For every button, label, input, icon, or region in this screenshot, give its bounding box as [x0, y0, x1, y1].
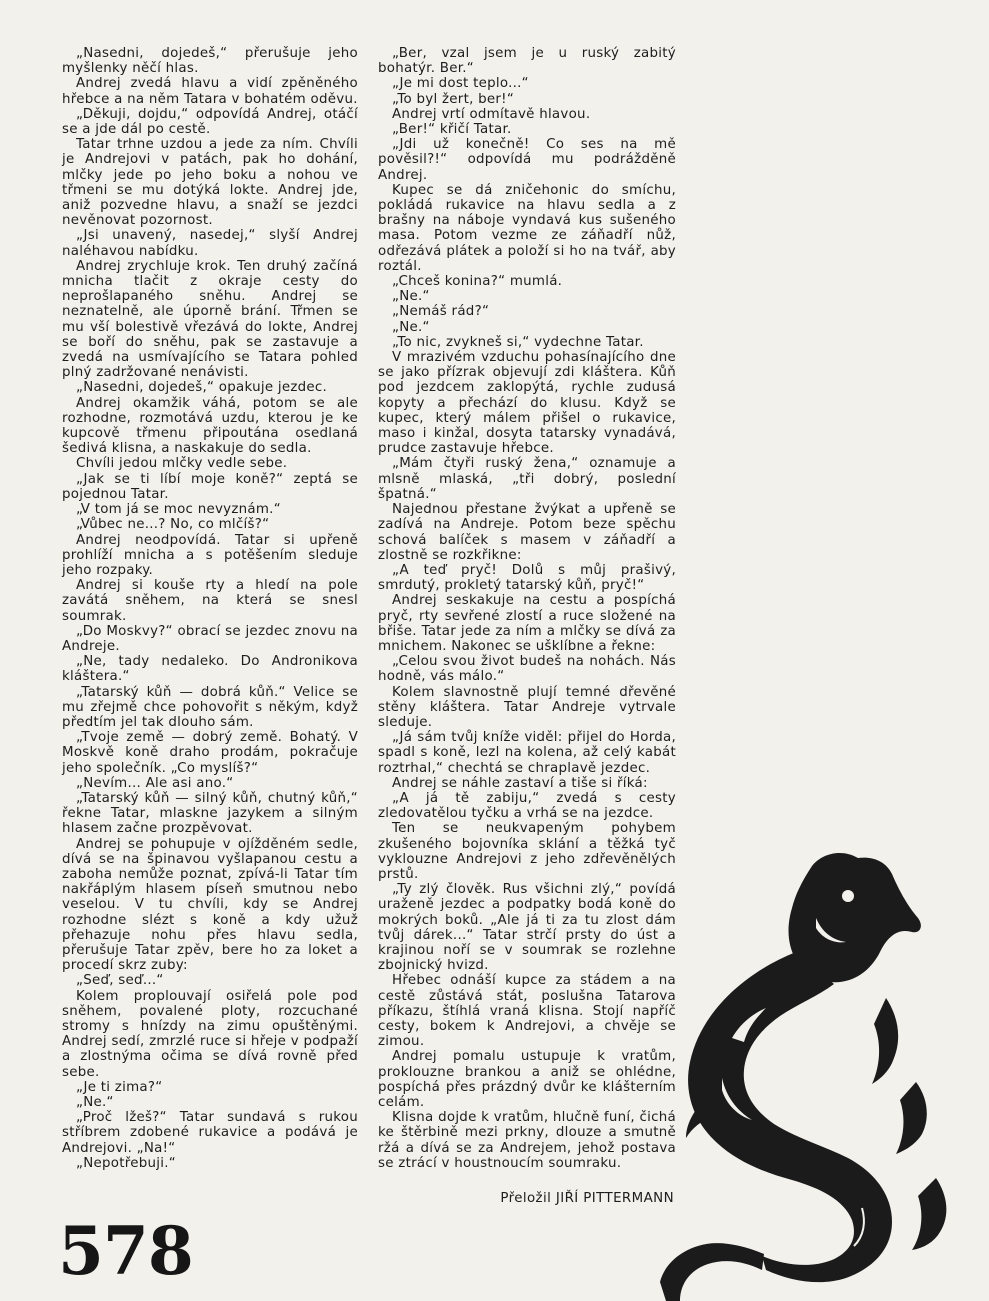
paragraph: „Seď, seď...“ — [76, 973, 164, 989]
paragraph: Andrej seskakuje na cestu a pospíchá pryč, rty sevřené zlostí a ruce složené na břiše. Tatar jede za ním a mlčky se dívá za mnichem. Nakonec se ušklíbne a řekne: — [378, 593, 676, 654]
paragraph: „Celou svou život budeš na nohách. Nás hodně, vás málo.“ — [378, 654, 676, 685]
paragraph: „Ty zlý člověk. Rus všichni zlý,“ povídá uraženě jezdec a podpatky bodá koně do mokrých boků. „Ale já ti za tu zlost dám tvůj dárek...“ Tatar strčí prsty do úst a krajinou noří se v soumrak se rozlehne zbojnický hvizd. — [378, 882, 676, 974]
paragraph: Andrej zvedá hlavu a vidí zpěněného hřebce a na něm Tatara v bohatém oděvu. — [62, 76, 358, 107]
paragraph: „Děkuji, dojdu,“ odpovídá Andrej, otáčí se a jde dál po cestě. — [62, 106, 358, 138]
paragraph: „Ne, tady nedaleko. Do Andronikova kláštera.“ — [62, 654, 358, 685]
paragraph: „Tatarský kůň — silný kůň, chutný kůň,“ řekne Tatar, mlaskne jazykem a silným hlasem začne prozpěvovat. — [62, 790, 358, 837]
paragraph: „A já tě zabiju,“ zvedá s cesty zledovatělou tyčku a vrhá se na jezdce. — [378, 790, 676, 822]
text-column-right — [378, 46, 676, 1171]
paragraph: „Nepotřebuji.“ — [76, 1155, 176, 1171]
paragraph: „Chceš konina?“ mumlá. — [392, 274, 563, 290]
paragraph: „Vůbec ne...? No, co mlčíš?“ — [76, 517, 270, 533]
paragraph: Tatar trhne uzdou a jede za ním. Chvíli je Andrejovi v patách, pak ho dohání, mlčky jede po jeho boku a nohou ve třmeni se mu dotýká lokte. Andrej jde, aniž pozvedne hlavu, a snaží se jezdci nevěnovat pozornost. — [62, 137, 358, 229]
paragraph: Kolem proplouvají osiřelá pole pod sněhem, povalené ploty, rozcuchané stromy s hnízdy na zimu opuštěnými. Andrej sedí, zmrzlé ruce si hřeje v podpaží a zlostnýma očima se dívá rovně před sebe. — [62, 988, 358, 1080]
paragraph: „To nic, zvykneš si,“ vydechne Tatar. — [392, 334, 644, 350]
paragraph: „Je ti zima?“ — [76, 1079, 163, 1095]
paragraph: Hřebec odnáší kupce za stádem a na cestě zůstává stát, poslušna Tatarova příkazu, štíhlá vraná klisna. Stojí napříč cesty, bokem k Andrejovi, a chvěje se zimou. — [378, 973, 676, 1050]
paragraph: „Nasedni, dojedeš,“ opakuje jezdec. — [76, 380, 328, 396]
translator-credit: Přeložil JIŘÍ PITTERMANN — [500, 1191, 674, 1206]
paragraph: „Nemáš rád?“ — [392, 304, 490, 320]
paragraph: Najednou přestane žvýkat a upřeně se zadívá na Andreje. Potom beze spěchu schová balíček s masem v záňadří a zlostně se rozkřikne: — [378, 502, 676, 563]
paragraph: Chvíli jedou mlčky vedle sebe. — [76, 456, 288, 472]
paragraph: Ten se neukvapeným pohybem zkušeného bojovníka sklání a těžká tyč vyklouzne Andrejovi z jeho zdřevěnělých prstů. — [378, 821, 676, 882]
paragraph: „To byl žert, ber!“ — [392, 91, 515, 107]
paragraph: „V tom já se moc nevyznám.“ — [76, 502, 281, 518]
paragraph: „Nevím... Ale asi ano.“ — [76, 775, 234, 791]
paragraph: „Jsi unavený, nasedej,“ slyší Andrej naléhavou nabídku. — [62, 228, 358, 259]
paragraph: Andrej zrychluje krok. Ten druhý začíná mnicha tlačit z okraje cesty do neprošlapaného sněhu. Andrej se neznatelně, ale úporně brání. Třmen se mu vší bolestivě vřezává do lokte, Andrej se boří do sněhu, pak se zastavuje a zvedá na usmívajícího se Tatara pohled plný zadržované nenávisti. — [62, 258, 358, 381]
paragraph: „Ne.“ — [76, 1095, 114, 1111]
paragraph: Andrej se náhle zastaví a tiše si říká: — [392, 775, 648, 791]
paragraph: V mrazivém vzduchu pohasínajícího dne se jako přízrak objevují zdi kláštera. Kůň pod jezdcem zaklopýtá, rychle zudusá kopyty a přechází do klusu. Když se kupec, který málem přišel o rukavice, maso i kinžal, dosyta tatarsky vynadává, prudce zastavuje hřebce. — [378, 350, 676, 457]
paragraph: „Ber!“ křičí Tatar. — [392, 122, 512, 138]
paragraph: „Jak se ti líbí moje koně?“ zeptá se pojednou Tatar. — [62, 471, 358, 502]
text-column-left — [62, 46, 358, 1171]
paragraph: Andrej si kouše rty a hledí na pole zavátá sněhem, na která se snesl soumrak. — [62, 578, 358, 624]
paragraph: Klisna dojde k vratům, hlučně funí, čichá ke štěrbině mezi prkny, dlouze a smutně ržá a dívá se za Andrejem, jehož postava se ztrácí v houstnoucím soumraku. — [378, 1110, 676, 1171]
paragraph: „Ber, vzal jsem je u ruský zabitý bohatýr. Ber.“ — [378, 46, 676, 77]
paragraph: „Ne.“ — [392, 289, 430, 305]
paragraph: „Ne.“ — [392, 319, 430, 335]
paragraph: Andrej okamžik váhá, potom se ale rozhodne, rozmotává uzdu, kterou je ke kupcově třmenu připoutána osedlaná šedivá klisna, a naskakuje do sedla. — [62, 395, 358, 457]
paragraph: „Nasedni, dojedeš,“ přerušuje jeho myšlenky něčí hlas. — [62, 46, 358, 77]
paragraph: „Je mi dost teplo...“ — [392, 76, 529, 92]
seahorse-dragon-illustration-icon — [636, 848, 989, 1301]
paragraph: Andrej vrtí odmítavě hlavou. — [392, 106, 591, 122]
paragraph: Andrej se pohupuje v ojížděném sedle, dívá se na špinavou vyšlapanou cestu a zaboha nemůže poznat, zpívá-li Tatar tím nakřáplým hlasem píseň smutnou nebo veselou. V tu chvíli, kdy se Andrej rozhodne slézt s koně a kdy užuž přehazuje nohu přes hlavu sedla, přerušuje Tatar zpěv, bere ho za loket a procedí skrz zuby: — [62, 836, 358, 974]
paragraph: „Do Moskvy?“ obrací se jezdec znovu na Andreje. — [62, 623, 358, 654]
paragraph: Andrej neodpovídá. Tatar si upřeně prohlíží mnicha a s potěšením sleduje jeho rozpaky. — [62, 532, 358, 578]
paragraph: Andrej pomalu ustupuje k vratům, proklouzne brankou a aniž se ohlédne, pospíchá přes prázdný dvůr ke klášterním celám. — [378, 1049, 676, 1111]
paragraph: „Proč lžeš?“ Tatar sundavá s rukou stříbrem zdobené rukavice a podává je Andrejovi. „Na!“ — [62, 1110, 358, 1156]
paragraph: „Já sám tvůj kníže viděl: přijel do Horda, spadl s koně, lezl na kolena, až celý kabát roztrhal,“ chechtá se chraplavě jezdec. — [378, 730, 676, 776]
paragraph: „Tvoje země — dobrý země. Bohatý. V Moskvě koně draho prodám, pokračuje jeho společník. „Co myslíš?“ — [62, 730, 358, 776]
page-number: 578 — [58, 1212, 193, 1290]
paragraph: Kolem slavnostně plují temné dřevěné stěny kláštera. Tatar Andreje vytrvale sleduje. — [378, 684, 676, 730]
paragraph: „Mám čtyři ruský žena,“ oznamuje a mlsně mlaská, „tři dobrý, poslední špatná.“ — [378, 456, 676, 502]
paragraph: „Jdi už konečně! Co ses na mě pověsil?!“ odpovídá mu podrážděně Andrej. — [378, 137, 676, 183]
paragraph: Kupec se dá zničehonic do smíchu, pokládá rukavice na hlavu sedla a z brašny na náboje vyndavá kus sušeného masa. Potom vezme ze záňadří nůž, odřezává plátek a položí si ho na tvář, aby roztál. — [378, 182, 676, 274]
paragraph: „A teď pryč! Dolů s můj prašivý, smrdutý, prokletý tatarský kůň, pryč!“ — [378, 562, 676, 594]
paragraph: „Tatarský kůň — dobrá kůň.“ Velice se mu zřejmě chce pohovořit s někým, když předtím jel tak dlouho sám. — [62, 684, 358, 730]
